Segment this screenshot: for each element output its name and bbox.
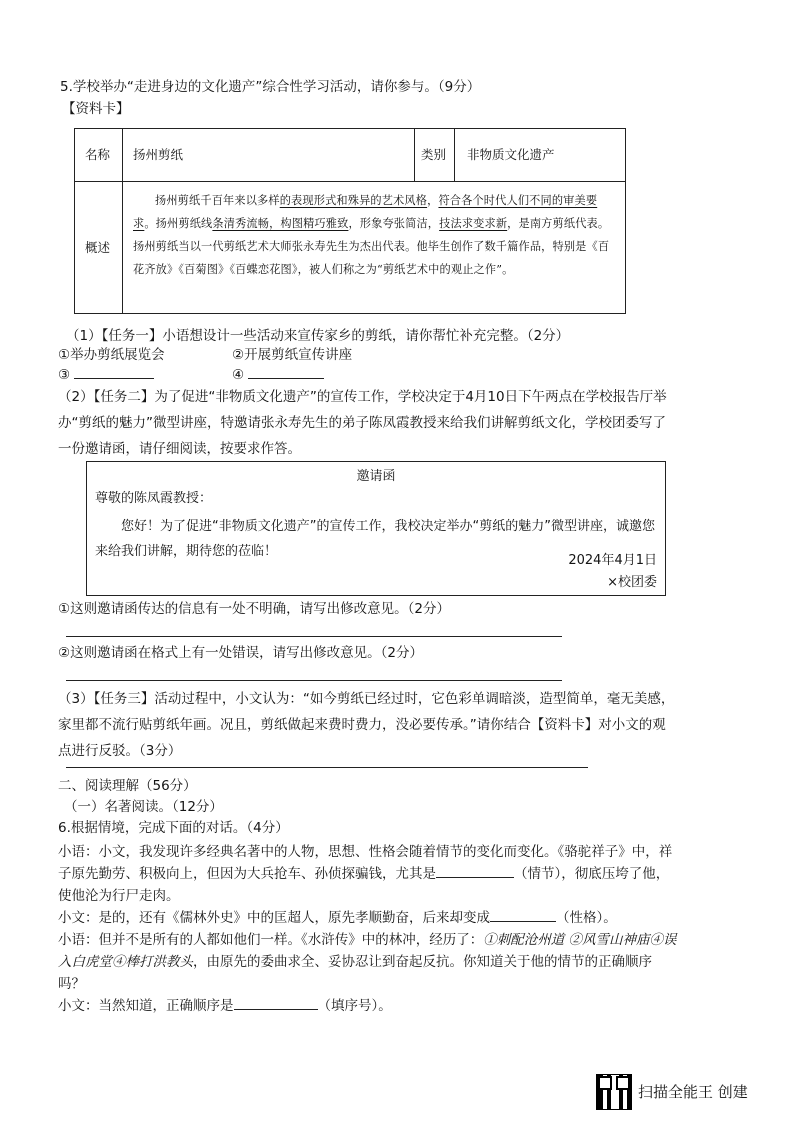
letter-signer: ×校团委 (607, 575, 657, 590)
name-label: 名称 (85, 147, 111, 162)
option-3: ③ (58, 366, 154, 386)
answer-blank-4[interactable] (248, 366, 324, 379)
resource-card-table (74, 128, 626, 314)
answer-blank-3[interactable] (74, 366, 154, 379)
invitation-letter (86, 461, 666, 596)
option-4: ④ (232, 366, 324, 386)
scanner-watermark: 扫描全能王 创建 (638, 1083, 748, 1101)
letter-greeting: 尊敬的陈凤霞教授： (95, 491, 213, 506)
answer-line-3[interactable] (66, 767, 588, 768)
card-header-row (75, 129, 625, 182)
option-2: ②开展剪纸宣传讲座 (232, 347, 353, 363)
option-1: ①举办剪纸展览会 (58, 347, 165, 363)
task-2-prompt: （2）【任务二】为了促进“非物质文化遗产”的宣传工作，学校决定于4月10日下午两点在学校报告厅举办“剪纸的魅力”微型讲座，特邀请张永寿先生的弟子陈凤霞教授来给我们讲解剪纸文化，学校团委写了一份邀请函，请仔细阅读，按要求作答。 (58, 389, 667, 457)
answer-blank-order[interactable] (234, 996, 318, 1010)
task-2-question-2: ②这则邀请函在格式上有一处错误，请写出修改意见。（2分） (58, 645, 423, 661)
section-2-heading: 二、阅读理解（56分） (58, 778, 197, 794)
dialogue-line-3: 小语：但并不是所有的人都如他们一样。《水浒传》中的林冲，经历了：①刺配沧州道 ②风雪山神庙④误入白虎堂④棒打洪教头，由原先的委曲求全、妥协忍让到奋起反抗。你知道关于他的情节的正确顺序吗？ (58, 932, 677, 992)
subsection-heading: （一）名著阅读。（12分） (64, 799, 223, 815)
overview-label: 概述 (85, 240, 111, 255)
letter-date: 2024年4月1日 (568, 553, 657, 568)
dialogue-line-2: 小文：是的，还有《儒林外史》中的匡超人，原先孝顺勤奋，后来却变成 （性格）。 (58, 910, 617, 926)
answer-line-2[interactable] (66, 680, 562, 681)
letter-body: 您好！为了促进“非物质文化遗产”的宣传工作，我校决定举办“剪纸的魅力”微型讲座，诚邀您来给我们讲解，期待您的莅临！ (95, 519, 655, 559)
overview-text: 扬州剪纸千百年来以多样的表现形式和殊异的艺术风格，符合各个时代人们不同的审美要求。扬州剪纸线条清秀流畅，构图精巧雅致，形象夸张简洁，技法求变求新，是南方剪纸代表。扬州剪纸当以一代剪纸艺术大师张永寿先生为杰出代表。他毕生创作了数千篇作品，特别是《百花齐放》《百菊图》《百蝶恋花图》，被人们称之为“剪纸艺术中的观止之作”。 (133, 194, 610, 276)
dialogue-line-1: 小语：小文，我发现许多经典名著中的人物，思想、性格会随着情节的变化而变化。《骆驼祥子》中，祥子原先勤劳、积极向上，但因为大兵抢车、孙侦探骗钱，尤其是 （情节），彻底压垮了他，使他沦为行尸走肉。 (58, 844, 673, 904)
question-6-heading: 6.根据情境，完成下面的对话。（4分） (58, 820, 289, 836)
name-value: 扬州剪纸 (133, 147, 184, 162)
dialogue-line-4: 小文：当然知道，正确顺序是 （填序号）。 (58, 998, 392, 1014)
qr-code-icon (596, 1074, 632, 1110)
answer-blank-plot[interactable] (436, 864, 514, 878)
task-2-question-1: ①这则邀请函传达的信息有一处不明确，请写出修改意见。（2分） (58, 601, 450, 617)
type-value: 非物质文化遗产 (467, 147, 555, 162)
task-3-prompt: （3）【任务三】活动过程中，小文认为：“如今剪纸已经过时，它色彩单调暗淡，造型简单，毫无美感，家里都不流行贴剪纸年画。况且，剪纸做起来费时费力，没必要传承。”请你结合【资料卡】对小文的观点进行反驳。（3分） (58, 691, 675, 759)
task-1-prompt: （1）【任务一】小语想设计一些活动来宣传家乡的剪纸，请你帮忙补充完整。（2分） (66, 328, 570, 344)
type-label: 类别 (421, 147, 447, 162)
letter-title: 邀请函 (356, 469, 396, 484)
resource-card-label: 【资料卡】 (62, 101, 130, 117)
answer-line-1[interactable] (66, 636, 562, 637)
answer-blank-personality[interactable] (490, 908, 556, 922)
question-5-heading: 5.学校举办“走进身边的文化遗产”综合性学习活动，请你参与。（9分） (60, 79, 481, 95)
